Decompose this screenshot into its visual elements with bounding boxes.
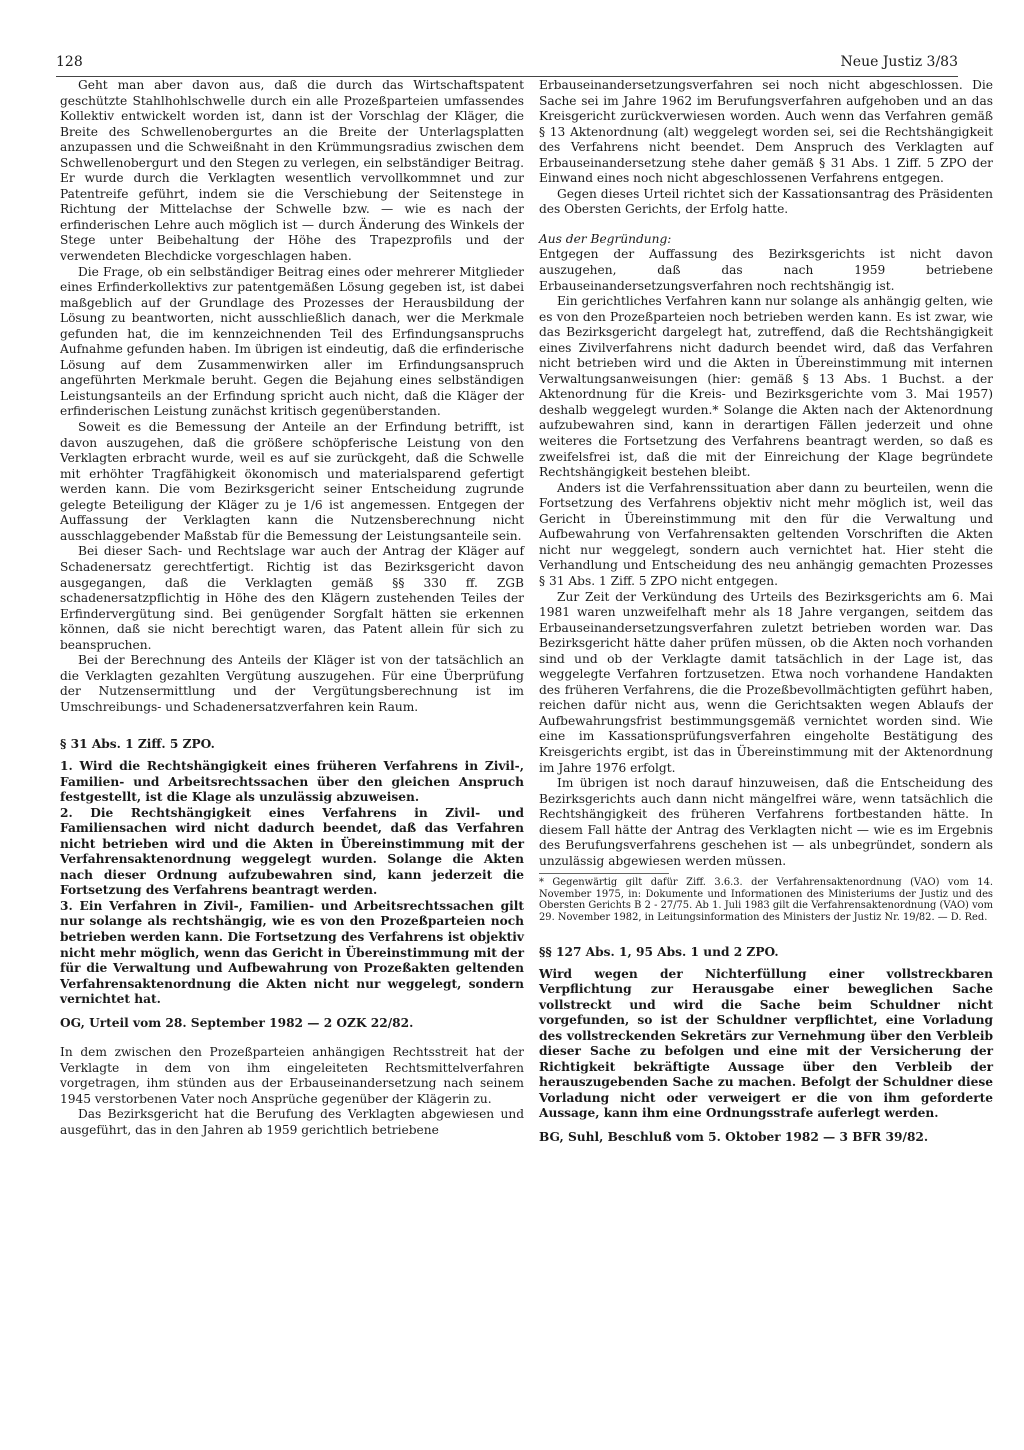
paragraph: Im übrigen ist noch darauf hinzuweisen, daß die Entscheidung des Bezirksgerichts auch dann nicht mängelfrei wäre, wenn tatsächlich die Rechtshängigkeit des früheren Verfahrens fortbestanden hätte. In diesem Fall hätte der Antrag des Verklagten nicht — wie es im Ergebnis des Berufungsverfahrens geschehen ist — als unbegründet, sondern als unzulässig abgewiesen werden müssen. bbox=[539, 776, 993, 868]
paragraph: Die Frage, ob ein selbständiger Beitrag eines oder mehrerer Mitglieder eines Erfinderkollektivs zur patentgemäßen Lösung gegeben ist, ist dabei maßgeblich auf der Grundlage des Prozesses der Herausbildung der Lösung zu beantworten, nicht ausschließlich danach, wer die Merkmale gefunden hat, die im kennzeichnenden Teil des Erfindungsanspruchs Aufnahme gefunden haben. Im übrigen ist eindeutig, daß die erfinderische Lösung auf dem Zusammenwirken aller im Erfindungsanspruch angeführten Merkmale beruht. Gegen die Bejahung eines selbständigen Leistungsanteils an der Erfindung spricht auch nicht, daß die Kläger der erfinderischen Leistung zunächst kritisch gegenüberstanden. bbox=[60, 264, 524, 419]
headnote-item: 2. Die Rechtshängigkeit eines Verfahrens in Zivil- und Familiensachen wird nicht dadurch beendet, daß das Verfahren nicht betrieben wird und die Akten in Übereinstimmung mit der Verfahrensaktenordnung weggelegt wurden. Solange die Akten nach dieser Ordnung aufzubewahren sind, kann jederzeit die Fortsetzung des Verfahrens beantragt werden. bbox=[60, 805, 524, 898]
section-heading: § 31 Abs. 1 Ziff. 5 ZPO. bbox=[60, 737, 215, 752]
paragraph: In dem zwischen den Prozeßparteien anhängigen Rechtsstreit hat der Verklagte in dem von ihm eingeleiteten Rechtsmittelverfahren vorgetragen, ihm stünden aus der Erbauseinandersetzung nach seinem 1945 verstorbenen Vater noch Ansprüche gegenüber der Klägerin zu. bbox=[60, 1045, 524, 1106]
paragraph: Anders ist die Verfahrenssituation aber dann zu beurteilen, wenn die Fortsetzung des Verfahrens objektiv nicht mehr möglich ist, weil das Gericht in Übereinstimmung mit den für die Verwaltung und Aufbewahrung von Verfahrensakten geltenden Vorschriften die Akten nicht nur weggelegt, sondern auch vernichtet hat. Hier steht die Verhandlung und Entscheidung des neu anhängig gemachten Prozesses § 31 Abs. 1 Ziff. 5 ZPO nicht entgegen. bbox=[539, 480, 993, 588]
paragraph: Entgegen der Auffassung des Bezirksgerichts ist nicht davon auszugehen, daß das nach 1959 betriebene Erbauseinandersetzungsverfahren noch rechtshängig ist. bbox=[539, 247, 993, 293]
right-column bbox=[539, 78, 993, 1146]
journal-issue: Neue Justiz 3/83 bbox=[840, 54, 958, 70]
paragraph: Soweit es die Bemessung der Anteile an der Erfindung betrifft, ist davon auszugehen, daß die größere schöpferische Leistung von den Verklagten erbracht wurde, weil es auf sie zurückgeht, daß die Schwelle mit erhöhter Tragfähigkeit ökonomisch und materialsparend gefertigt werden kann. Die vom Bezirksgericht seiner Entscheidung zugrunde gelegte Beteiligung der Kläger zu je 1/6 ist angemessen. Entgegen der Auffassung der Verklagten kann die Nutzensberechnung nicht ausschlaggebender Maßstab für die Bemessung der Leistungsanteile sein. bbox=[60, 420, 524, 543]
paragraph: Bei dieser Sach- und Rechtslage war auch der Antrag der Kläger auf Schadenersatz gerechtfertigt. Richtig ist das Bezirksgericht davon ausgegangen, daß die Verklagten gemäß §§ 330 ff. ZGB schadenersatzpflichtig in Höhe des den Klägern zustehenden Teiles der Erfindervergütung sind. Bei genügender Sorgfalt hätten sie erkennen können, daß sie nicht berechtigt waren, das Patent allein für sich zu beanspruchen. bbox=[60, 544, 524, 652]
paragraph: Zur Zeit der Verkündung des Urteils des Bezirksgerichts am 6. Mai 1981 waren unzweifelhaft mehr als 18 Jahre vergangen, seitdem das Erbauseinandersetzungsverfahren zuletzt betrieben worden war. Das Bezirksgericht hätte daher prüfen müssen, ob die Akten noch vorhanden sind und ob der Verklagte damit tatsächlich in der Lage ist, das weggelegte Verfahren fortzusetzen. Etwa noch vorhandene Handakten des früheren Verfahrens, die die Prozeßbevollmächtigten geführt haben, reichen dafür nicht aus, wenn die Gerichtsakten wegen Ablaufs der Aufbewahrungsfrist bestimmungsgemäß vernichtet worden sind. Wie eine im Kassationsprüfungsverfahren eingeholte Bestätigung des Kreisgerichts ergibt, ist das in Übereinstimmung mit der Aktenordnung im Jahre 1976 erfolgt. bbox=[539, 589, 993, 775]
subheading: Aus der Begründung: bbox=[539, 231, 672, 246]
paragraph: Gegen dieses Urteil richtet sich der Kassationsantrag des Präsidenten des Obersten Gerichts, der Erfolg hatte. bbox=[539, 186, 993, 217]
court-citation: OG, Urteil vom 28. September 1982 — 2 OZK 22/82. bbox=[60, 1015, 414, 1030]
headnote-item: 1. Wird die Rechtshängigkeit eines früheren Verfahrens in Zivil-, Familien- und Arbeitsrechtssachen über den gleichen Anspruch festgestellt, ist die Klage als unzulässig abzuweisen. bbox=[60, 758, 524, 805]
headnote: Wird wegen der Nichterfüllung einer vollstreckbaren Verpflichtung zur Herausgabe einer beweglichen Sache vollstreckt und wird die Sache beim Schuldner nicht vorgefunden, so ist der Schuldner verpflichtet, eine Vorladung des vollstreckenden Sekretärs zur Vernehmung über den Verbleib dieser Sache zu befolgen und eine mit der Versicherung der Richtigkeit bekräftigte Aussage über den Verbleib der herauszugebenden Sache zu machen. Befolgt der Schuldner diese Vorladung nicht oder verweigert er die von ihm geforderte Aussage, kann ihm eine Ordnungsstrafe auferlegt werden. bbox=[539, 966, 993, 1121]
paragraph: Geht man aber davon aus, daß die durch das Wirtschaftspatent geschützte Stahlhohlschwelle durch ein alle Prozeßparteien umfassendes Kollektiv entwickelt worden ist, dann ist der Vorschlag der Kläger, die Breite des Schwellenobergurtes an die Breite der Unterlagsplatten anzupassen und die Schweißnaht in den Krümmungsradius zwischen dem Schwellenobergurt und den Stegen zu verlegen, ein selbständiger Beitrag. Er wurde durch die Verklagten wesentlich vervollkommnet und zur Patentreife geführt, indem sie die Verschiebung der Seitenstege in Richtung der Mittelachse der Schwelle bzw. — wie es nach der erfinderischen Lehre auch möglich ist — durch Änderung des Winkels der Stege unter Beibehaltung der Höhe des Trapezprofils und der verwendeten Blechdicke vorgeschlagen haben. bbox=[60, 78, 524, 264]
paragraph: Ein gerichtliches Verfahren kann nur solange als anhängig gelten, wie es von den Prozeßparteien noch betrieben werden kann. Es ist zwar, wie das Bezirksgericht dargelegt hat, zutreffend, daß die Rechtshängigkeit eines Zivilverfahrens nicht dadurch beendet wird, daß das Verfahren nicht betrieben wird und die Akten in Übereinstimmung mit internen Verwaltungsanweisungen (hier: gemäß § 13 Abs. 1 Buchst. a der Aktenordnung für die Kreis- und Bezirksgerichte vom 3. Mai 1957) deshalb weggelegt wurden.* Solange die Akten nach der Aktenordnung aufzubewahren sind, kann in derartigen Fällen jederzeit und ohne weiteres die Fortsetzung des Verfahrens beantragt werden, so daß es zweifelsfrei ist, daß die mit der Einreichung der Klage begründete Rechtshängigkeit bestehen bleibt. bbox=[539, 294, 993, 480]
paragraph: Bei der Berechnung des Anteils der Kläger ist von der tatsächlich an die Verklagten gezahlten Vergütung auszugehen. Für eine Überprüfung der Nutzensermittlung und der Vergütungsberechnung ist im Umschreibungs- und Schadenersatzverfahren kein Raum. bbox=[60, 653, 524, 714]
headnote-item: 3. Ein Verfahren in Zivil-, Familien- und Arbeitsrechtssachen gilt nur solange als rechtshängig, wie es von den Prozeßparteien noch betrieben werden kann. Die Fortsetzung des Verfahrens ist objektiv nicht mehr möglich, wenn das Gericht in Übereinstimmung mit der für die Verwaltung und Aufbewahrung von Prozeßakten geltenden Verfahrensaktenordnung die Akten nicht nur weggelegt, sondern vernichtet hat. bbox=[60, 898, 524, 1007]
footnote: * Gegenwärtig gilt dafür Ziff. 3.6.3. der Verfahrensaktenordnung (VAO) vom 14. November 1975, in: Dokumente und Informationen des Ministeriums der Justiz und des Obersten Gerichts B 2 - 27/75. Ab 1. Juli 1983 gilt die Verfahrensaktenordnung (VAO) vom 29. November 1982, in Leitungsinformation des Ministers der Justiz Nr. 19/82. — D. Red. bbox=[539, 877, 993, 923]
section-heading: §§ 127 Abs. 1, 95 Abs. 1 und 2 ZPO. bbox=[539, 944, 779, 959]
page-number: 128 bbox=[56, 54, 83, 70]
page-header bbox=[56, 52, 958, 77]
left-column bbox=[60, 78, 524, 1139]
paragraph: Das Bezirksgericht hat die Berufung des Verklagten abgewiesen und ausgeführt, das in den Jahren ab 1959 gerichtlich betriebene bbox=[60, 1107, 524, 1137]
court-citation: BG, Suhl, Beschluß vom 5. Oktober 1982 — 3 BFR 39/82. bbox=[539, 1129, 929, 1144]
paragraph: Erbauseinandersetzungsverfahren sei noch nicht abgeschlossen. Die Sache sei im Jahre 1962 im Berufungsverfahren aufgehoben und an das Kreisgericht zurückverwiesen worden. Auch wenn das Verfahren gemäß § 13 Aktenordnung (alt) weggelegt worden sei, sei die Rechtshängigkeit des Verfahrens nicht beendet. Dem Anspruch des Verklagten auf Erbauseinandersetzung stehe daher gemäß § 31 Abs. 1 Ziff. 5 ZPO der Einwand eines noch nicht abgeschlossenen Verfahrens entgegen. bbox=[539, 78, 993, 186]
footnote-divider bbox=[539, 873, 669, 874]
